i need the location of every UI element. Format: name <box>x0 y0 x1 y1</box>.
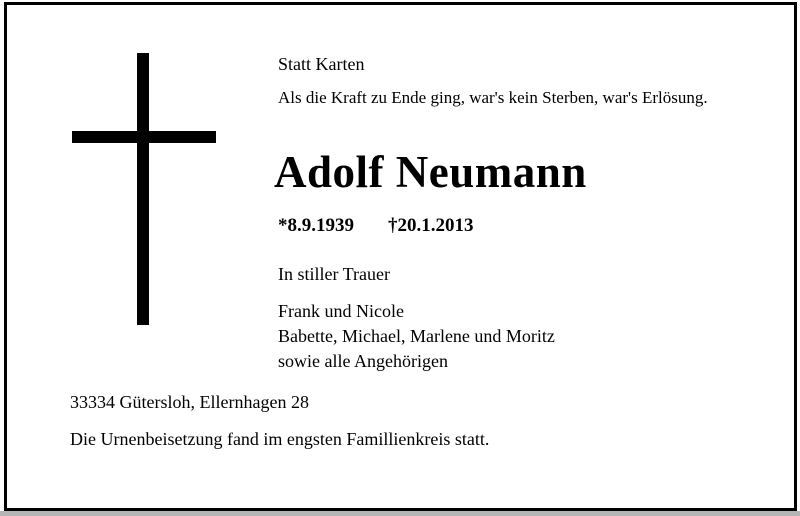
scan-edge-strip <box>0 511 800 516</box>
address-line: 33334 Gütersloh, Ellernhagen 28 <box>70 392 309 412</box>
death-date: †20.1.2013 <box>388 215 474 236</box>
birth-date: *8.9.1939 <box>278 215 354 236</box>
mourner-line: sowie alle Angehörigen <box>278 351 448 371</box>
latin-cross-vertical-bar <box>137 53 149 325</box>
epigraph-line: Als die Kraft zu Ende ging, war's kein Sterben, war's Erlösung. <box>278 88 708 107</box>
mourning-intro: In stiller Trauer <box>278 264 390 284</box>
closing-line: Die Urnenbeisetzung fand im engsten Famillienkreis statt. <box>70 429 490 449</box>
latin-cross-horizontal-bar <box>72 131 216 143</box>
deceased-name: Adolf Neumann <box>274 147 587 197</box>
mourners-block <box>278 299 555 374</box>
preface-line: Statt Karten <box>278 54 365 74</box>
life-dates <box>278 215 474 238</box>
mourner-line: Frank und Nicole <box>278 301 404 321</box>
notice-frame <box>4 2 797 511</box>
mourner-line: Babette, Michael, Marlene und Moritz <box>278 326 555 346</box>
